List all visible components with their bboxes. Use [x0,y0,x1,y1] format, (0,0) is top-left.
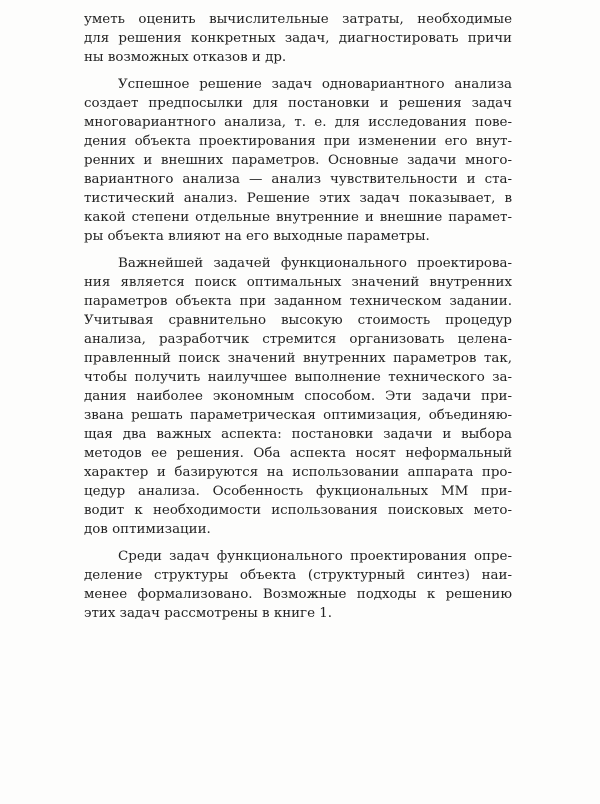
paragraph-2 [84,75,512,246]
text-line: Учитывая сравнительно высокую стоимость процедур [84,313,512,328]
text-line: цедур анализа. Особенность фукциональных ММ при- [84,484,512,499]
text-line: дания наиболее экономным способом. Эти задачи при- [84,389,512,404]
text-line: ния является поиск оптимальных значений внутренних [84,275,512,290]
text-line: характер и базируются на использовании аппарата про- [84,465,512,480]
text-line: для решения конкретных задач, диагностировать причи [84,31,512,46]
text-line: звана решать параметрическая оптимизация, объединяю- [84,408,512,423]
text-line: водит к необходимости использования поисковых мето- [84,503,512,518]
text-line: создает предпосылки для постановки и решения задач [84,96,512,111]
text-line: ны возможных отказов и др. [84,50,287,65]
text-line: ренних и внешних параметров. Основные задачи много- [84,153,512,168]
text-line: правленный поиск значений внутренних параметров так, [84,351,512,366]
text-line: параметров объекта при заданном техническом задании. [84,294,512,309]
text-line: методов ее решения. Оба аспекта носят неформальный [84,446,512,461]
text-line: дения объекта проектирования при изменении его внут- [84,134,512,149]
text-line: этих задач рассмотрены в книге 1. [84,606,333,621]
text-line: Успешное решение задач одновариантного анализа [118,77,512,92]
paragraph-3 [84,254,512,539]
text-line: Важнейшей задачей функционального проектирова- [118,256,512,271]
text-line: деление структуры объекта (структурный синтез) наи- [84,568,512,583]
text-line: анализа, разработчик стремится организовать целена- [84,332,512,347]
text-line: менее формализовано. Возможные подходы к решению [84,587,512,602]
body-text [84,10,512,631]
text-line: дов оптимизации. [84,522,211,537]
text-line: какой степени отдельные внутренние и внешние парамет- [84,210,512,225]
paragraph-1 [84,10,512,67]
text-line: тистический анализ. Решение этих задач показывает, в [84,191,512,206]
paragraph-4 [84,547,512,623]
text-line: многовариантного анализа, т. е. для исследования пове- [84,115,512,130]
text-line: уметь оценить вычислительные затраты, необходимые [84,12,512,27]
text-line: вариантного анализа — анализ чувствительности и ста- [84,172,512,187]
text-line: Среди задач функционального проектирования опре- [118,549,512,564]
text-line: чтобы получить наилучшее выполнение технического за- [84,370,512,385]
text-line: ры объекта влияют на его выходные параметры. [84,229,430,244]
text-line: щая два важных аспекта: постановки задачи и выбора [84,427,512,442]
